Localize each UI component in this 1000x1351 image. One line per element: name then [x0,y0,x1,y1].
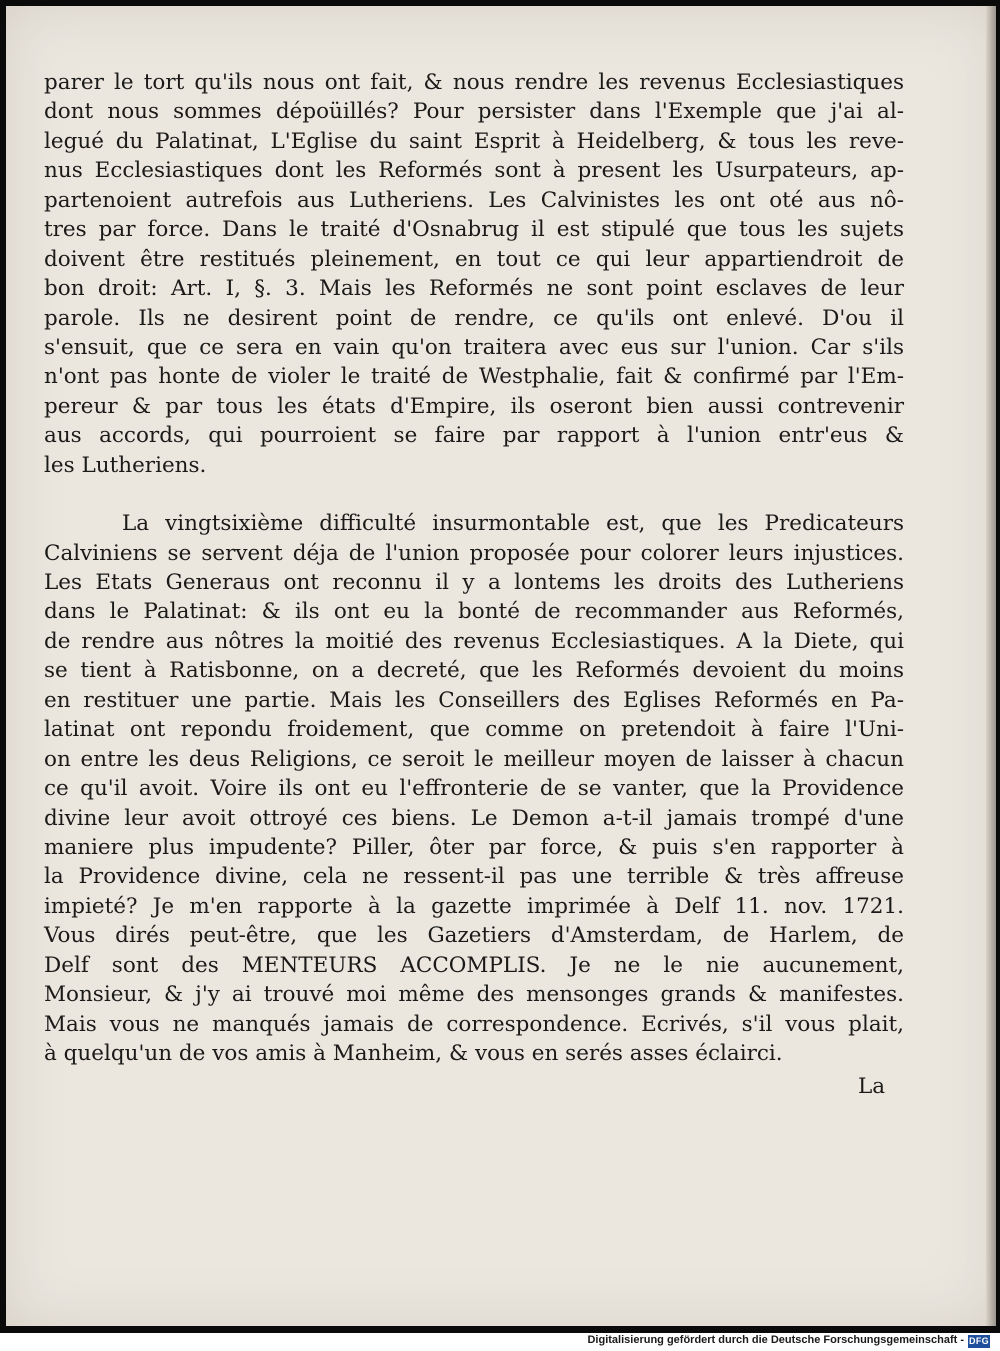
digitization-footer [0,1333,1000,1351]
text-line: Vous dirés peut-être, que les Gazetiers d'Amsterdam, de Harlem, de [44,923,904,949]
text-line: Delf sont des MENTEURS ACCOMPLIS. Je ne le nie aucunement, [44,952,904,978]
text-line: bon droit: Art. I, §. 3. Mais les Reformés ne sont point esclaves de leur [44,276,904,302]
text-line: partenoient autrefois aus Lutheriens. Les Calvinistes les ont oté aus nô- [44,187,904,213]
text-line: dans le Palatinat: & ils ont eu la bonté de recommander aus Reformés, [44,599,904,625]
text-line: aus accords, qui pourroient se faire par rapport à l'union entr'eus & [44,423,904,449]
text-line: parole. Ils ne desirent point de rendre, ce qu'ils ont enlevé. D'ou il [44,305,904,331]
scanned-page [6,6,996,1326]
text-line: maniere plus impudente? Piller, ôter par force, & puis s'en rapporter à [44,834,904,860]
text-line: impieté? Je m'en rapporte à la gazette imprimée à Delf 11. nov. 1721. [44,893,904,919]
text-line: parer le tort qu'ils nous ont fait, & nous rendre les revenus Ecclesiastiques [44,70,904,95]
text-line: legué du Palatinat, L'Eglise du saint Esprit à Heidelberg, & tous les reve- [44,128,904,154]
text-line: divine leur avoit ottroyé ces biens. Le Demon a-t-il jamais trompé d'une [44,805,904,831]
paragraph-gap [44,480,904,509]
text-line: de rendre aus nôtres la moitié des revenus Ecclesiastiques. A la Diete, qui [44,628,904,654]
text-line: Mais vous ne manqués jamais de correspondence. Ecrivés, s'il vous plait, [44,1011,904,1037]
text-line: Monsieur, & j'y ai trouvé moi même des mensonges grands & manifestes. [44,982,904,1008]
text-line: latinat ont repondu froidement, que comme on pretendoit à faire l'Uni- [44,717,904,743]
text-line: nus Ecclesiastiques dont les Reformés sont à present les Usurpateurs, ap- [44,158,904,184]
page-edge [986,6,996,1326]
text-line: se tient à Ratisbonne, on a decreté, que les Reformés devoient du moins [44,658,904,684]
dfg-logo-icon[interactable]: DFG [969,1336,989,1346]
text-line: pereur & par tous les états d'Empire, ils oseront bien aussi contrevenir [44,393,904,419]
text-line: à quelqu'un de vos amis à Manheim, & vous en serés asses éclairci. [44,1041,783,1066]
text-line: dont nous sommes dépoüillés? Pour persister dans l'Exemple que j'ai al- [44,99,904,125]
text-line: la Providence divine, cela ne ressent-il pas une terrible & très affreuse [44,864,904,890]
catchword: La [858,1074,886,1099]
text-line: Les Etats Generaus ont reconnu il y a lontems les droits des Lutheriens [44,570,904,595]
text-line: on entre les deus Religions, ce seroit le meilleur moyen de laisser à chacun [44,746,904,772]
text-line: La vingtsixième difficulté insurmontable est, que les Predicateurs [122,511,904,537]
text-line: doivent être restitués pleinement, en tout ce qui leur appartiendroit de [44,246,904,272]
text-line: n'ont pas honte de violer le traité de Westphalie, fait & confirmé par l'Em- [44,364,904,390]
body-text [44,68,904,1068]
funding-credit: Digitalisierung gefördert durch die Deutsche Forschungsgemeinschaft - [587,1334,964,1346]
text-line: en restituer une partie. Mais les Conseillers des Eglises Reformés en Pa- [44,687,904,713]
text-line: tres par force. Dans le traité d'Osnabrug il est stipulé que tous les sujets [44,217,904,243]
text-line: s'ensuit, que ce sera en vain qu'on traitera avec eus sur l'union. Car s'ils [44,334,904,360]
text-line: Calviniens se servent déja de l'union proposée pour colorer leurs injustices. [44,540,904,566]
text-line: les Lutheriens. [44,452,207,478]
text-line: ce qu'il avoit. Voire ils ont eu l'effronterie de se vanter, que la Providence [44,776,904,802]
